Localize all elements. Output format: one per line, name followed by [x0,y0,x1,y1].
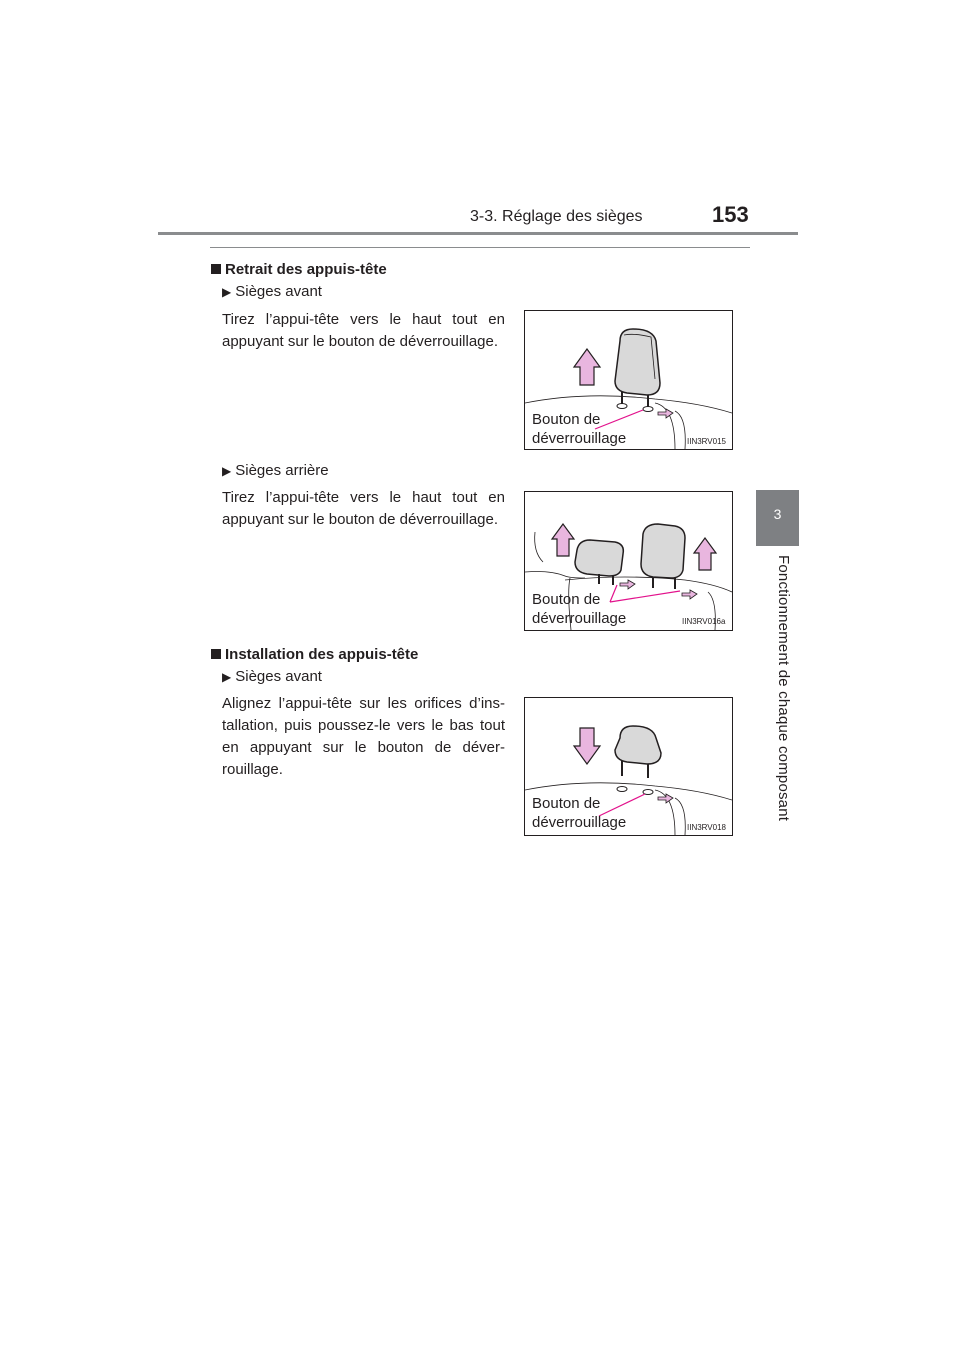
content-divider [210,247,750,248]
instruction-rear-removal: Tirez l’appui-tête vers le haut tout en appuyant sur le bouton de déverrouillage. [222,489,505,528]
page-number: 153 [712,202,749,227]
square-bullet-icon [211,649,221,659]
square-bullet-icon [211,264,221,274]
bullet-rear-seats-removal: ▶ Sièges arrière [222,462,329,479]
figure-code: IIN3RV015 [687,437,726,446]
section-heading-removal: Retrait des appuis-tête [211,261,387,278]
triangle-bullet-icon: ▶ [222,464,232,478]
figure-rear-removal [524,491,733,631]
chapter-label: Fonctionnement de chaque composant [775,555,792,822]
figure-code: IIN3RV018 [687,823,726,832]
section-title: 3-3. Réglage des sièges [470,208,643,225]
instruction-front-removal: Tirez l’appui-tête vers le haut tout en appuyant sur le bouton de déverrouillage. [222,311,505,350]
release-button-label: Bouton de déverrouillage [532,795,627,831]
triangle-bullet-icon: ▶ [222,670,232,684]
figure-front-installation [524,697,733,836]
bullet-front-seats-installation: ▶ Sièges avant [222,668,322,685]
figure-front-removal [524,310,733,450]
chapter-number: 3 [773,506,782,522]
bullet-front-seats-removal: ▶ Sièges avant [222,283,322,300]
header-divider [158,232,798,235]
release-button-label: Bouton de déverrouillage [532,591,627,627]
release-button-label: Bouton de déverrouillage [532,411,627,447]
instruction-front-installation: Alignez l’appui-tête sur les orifices d’ins-tallation, puis poussez-le vers le bas tout en appuyant sur le bouton de déver-rouillage. [222,695,505,778]
figure-code: IIN3RV016a [682,617,726,626]
section-heading-installation: Installation des appuis-tête [211,646,418,663]
triangle-bullet-icon: ▶ [222,285,232,299]
